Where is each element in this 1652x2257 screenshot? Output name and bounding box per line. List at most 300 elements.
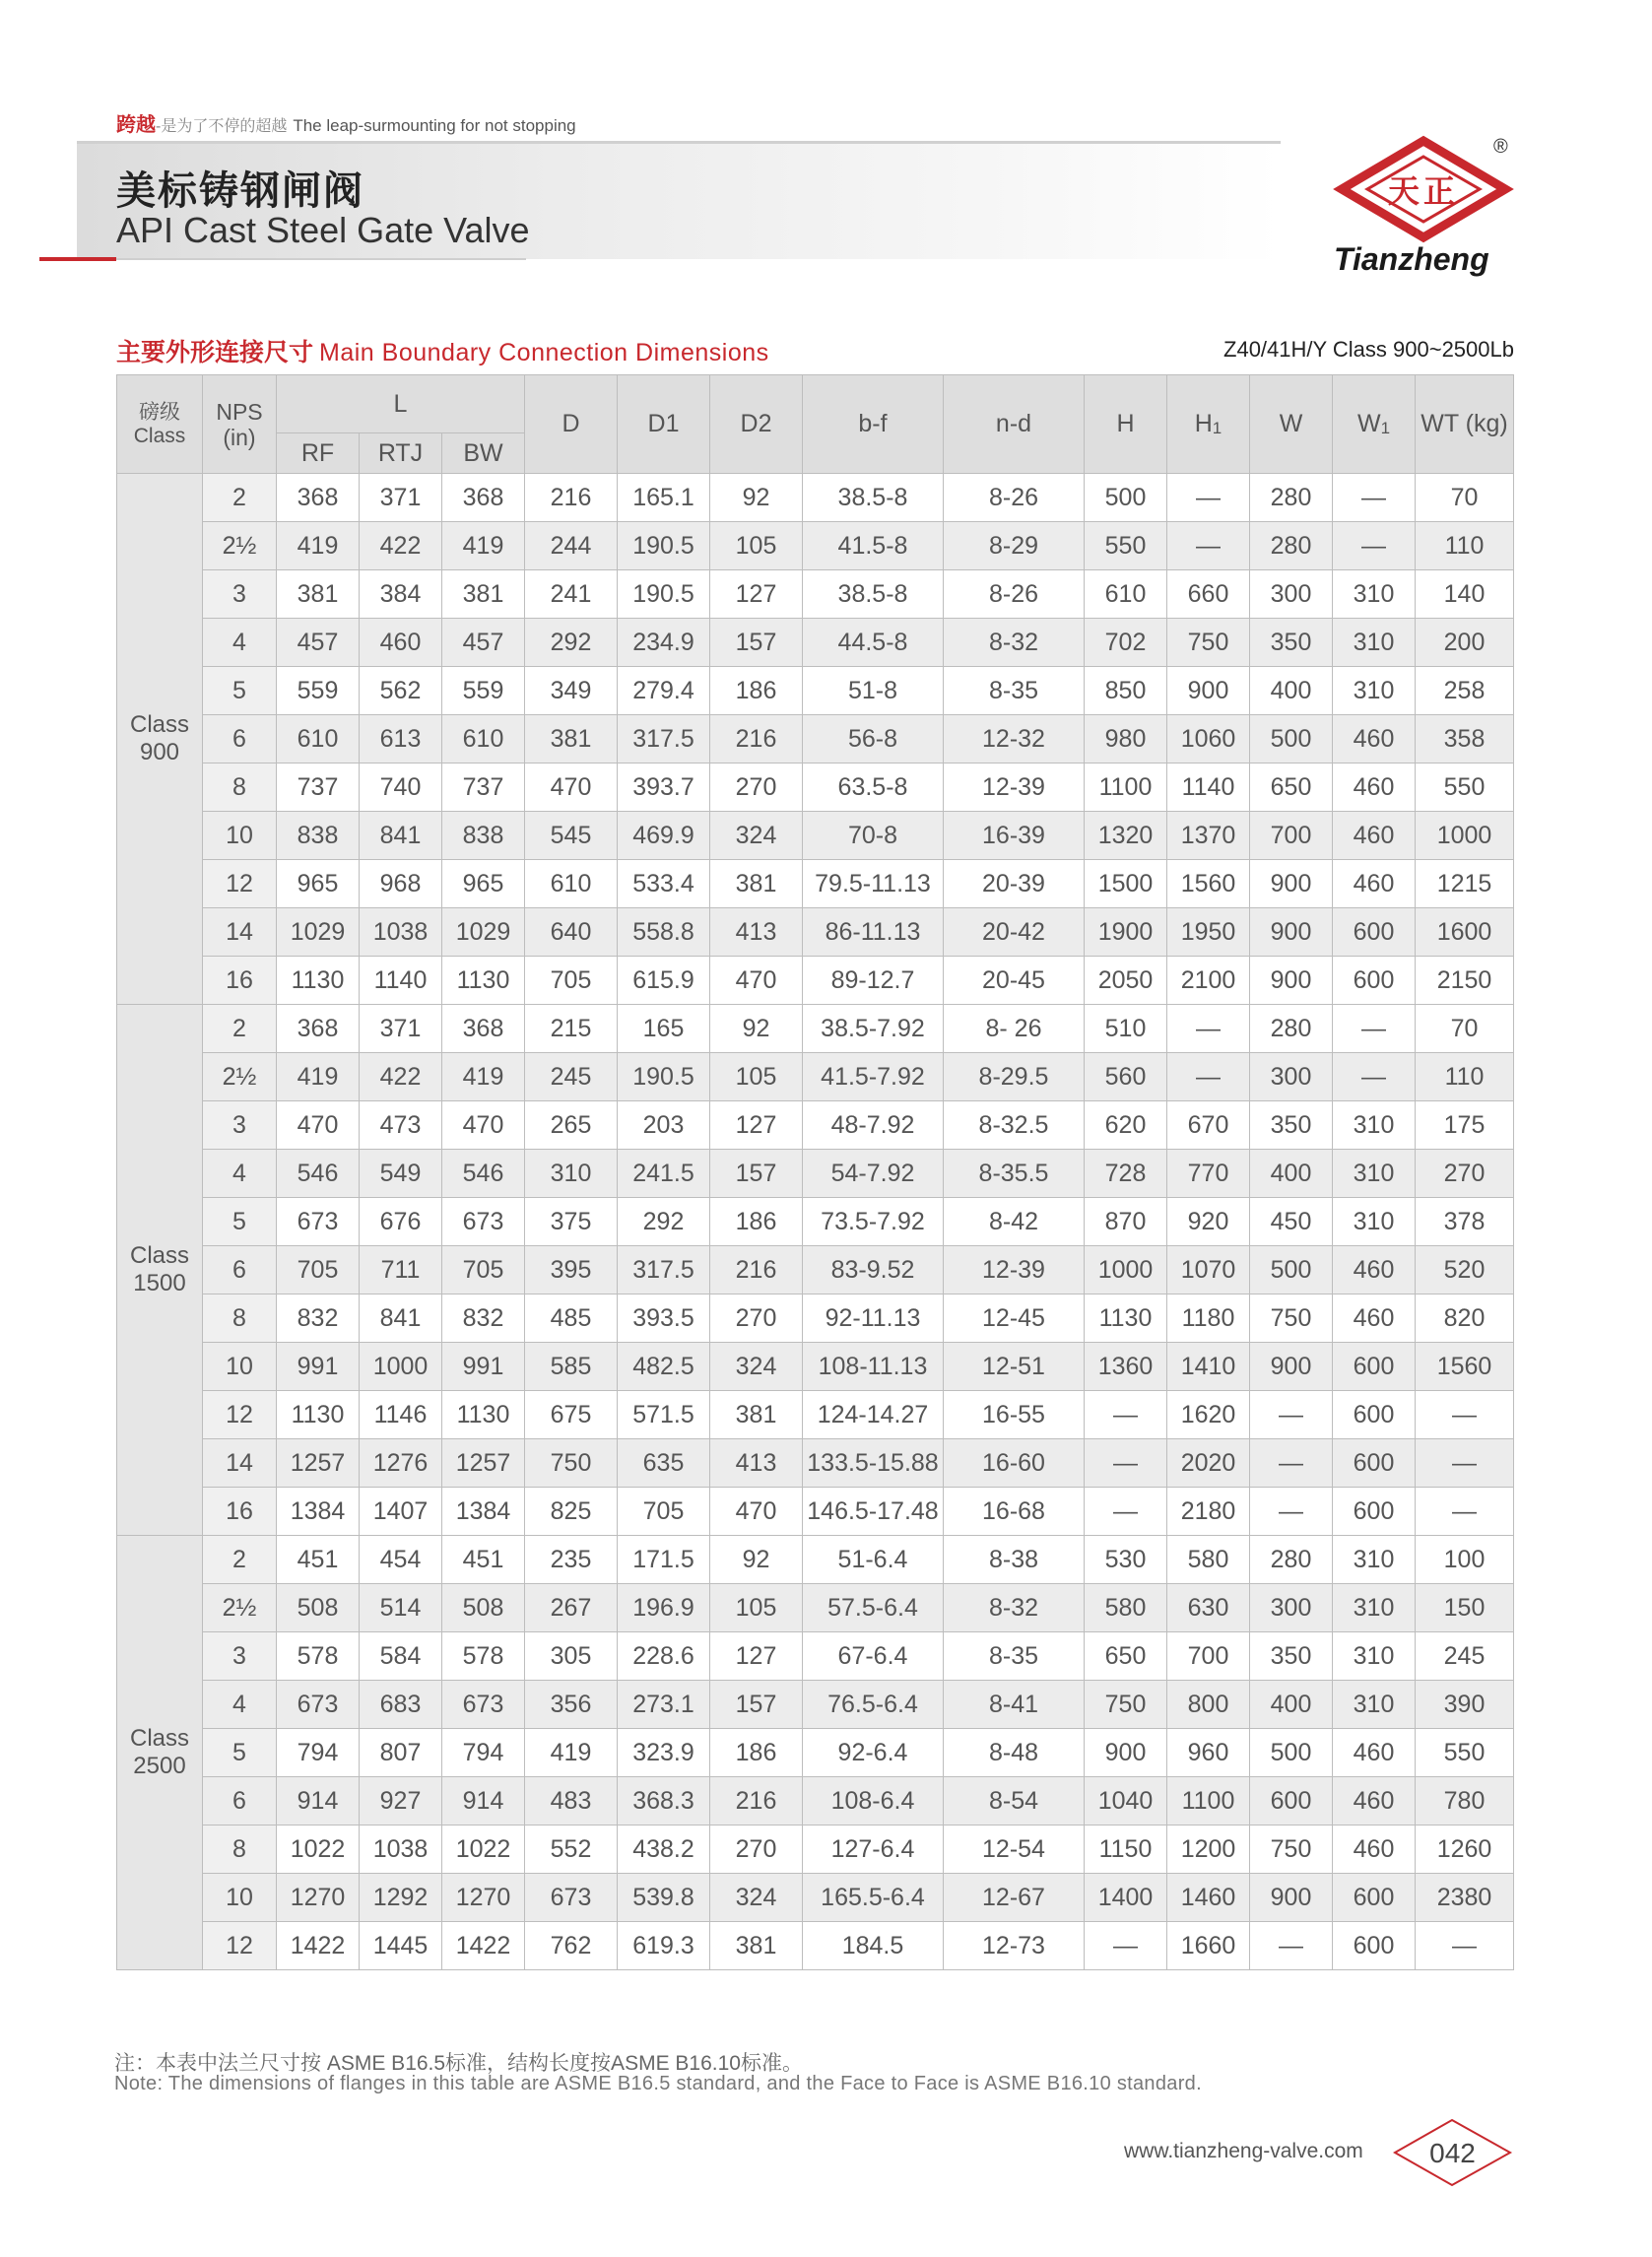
table-cell: —	[1250, 1922, 1333, 1970]
table-cell: 600	[1333, 1391, 1416, 1439]
nps-cell: 12	[203, 1922, 277, 1970]
table-cell: 1146	[360, 1391, 442, 1439]
table-cell: 57.5-6.4	[803, 1584, 944, 1632]
table-cell: 460	[1333, 1294, 1416, 1343]
table-cell: 419	[442, 522, 525, 570]
nps-cell: 6	[203, 1777, 277, 1826]
table-cell: 1500	[1085, 860, 1167, 908]
table-cell: 324	[710, 812, 803, 860]
table-cell: —	[1250, 1439, 1333, 1488]
table-cell: 578	[442, 1632, 525, 1681]
table-row	[117, 1488, 1514, 1536]
header-w1-sub: 1	[1380, 419, 1391, 437]
class-cell-line2: 900	[139, 739, 180, 765]
table-row	[117, 1294, 1514, 1343]
table-cell: 92	[710, 1536, 803, 1584]
note-en: Note: The dimensions of flanges in this table are ASME B16.5 standard, and the Face to Face is ASME B16.10 standard.	[114, 2073, 1202, 2094]
table-row	[117, 1826, 1514, 1874]
table-body	[117, 474, 1514, 1970]
section-title-cn: 主要外形连接尺寸	[116, 339, 314, 366]
table-cell: 728	[1085, 1150, 1167, 1198]
table-cell: 457	[442, 619, 525, 667]
table-cell: 750	[1085, 1681, 1167, 1729]
table-row	[117, 1777, 1514, 1826]
table-cell: 1900	[1085, 908, 1167, 957]
table-row	[117, 1343, 1514, 1391]
table-cell: 1150	[1085, 1826, 1167, 1874]
table-cell: 2020	[1167, 1439, 1250, 1488]
table-cell: 600	[1333, 1922, 1416, 1970]
table-cell: 381	[710, 860, 803, 908]
table-cell: 613	[360, 715, 442, 763]
table-row	[117, 1584, 1514, 1632]
table-cell: 991	[442, 1343, 525, 1391]
table-cell: 1270	[442, 1874, 525, 1922]
table-cell: 1100	[1167, 1777, 1250, 1826]
table-cell: 127	[710, 1632, 803, 1681]
table-cell: 100	[1416, 1536, 1514, 1584]
table-cell: 965	[277, 860, 360, 908]
table-row	[117, 763, 1514, 812]
table-cell: 300	[1250, 570, 1333, 619]
nps-cell: 10	[203, 1343, 277, 1391]
table-cell: 559	[277, 667, 360, 715]
table-cell: 832	[277, 1294, 360, 1343]
table-cell: 580	[1167, 1536, 1250, 1584]
table-cell: 8-54	[944, 1777, 1085, 1826]
table-cell: 127-6.4	[803, 1826, 944, 1874]
table-cell: 190.5	[618, 522, 710, 570]
table-cell: 470	[277, 1101, 360, 1150]
table-cell: —	[1416, 1439, 1514, 1488]
table-cell: 8-38	[944, 1536, 1085, 1584]
table-cell: 8-26	[944, 474, 1085, 522]
table-cell: 1660	[1167, 1922, 1250, 1970]
table-cell: 413	[710, 1439, 803, 1488]
table-cell: 310	[1333, 1198, 1416, 1246]
table-cell: 770	[1167, 1150, 1250, 1198]
nps-cell: 12	[203, 860, 277, 908]
table-cell: 375	[525, 1198, 618, 1246]
nps-cell: 2½	[203, 522, 277, 570]
table-cell: —	[1416, 1922, 1514, 1970]
slogan	[116, 108, 576, 137]
table-cell: 700	[1167, 1632, 1250, 1681]
header-rf: RF	[277, 433, 360, 474]
table-cell: 1038	[360, 908, 442, 957]
table-cell: 186	[710, 1729, 803, 1777]
table-cell: 610	[277, 715, 360, 763]
nps-cell: 16	[203, 957, 277, 1005]
table-cell: 419	[277, 1053, 360, 1101]
table-cell: 825	[525, 1488, 618, 1536]
table-cell: 610	[525, 860, 618, 908]
table-row	[117, 667, 1514, 715]
table-cell: 105	[710, 522, 803, 570]
table-cell: 110	[1416, 522, 1514, 570]
table-cell: 1022	[442, 1826, 525, 1874]
table-cell: 510	[1085, 1005, 1167, 1053]
header-class	[117, 375, 203, 474]
table-cell: 683	[360, 1681, 442, 1729]
nps-cell: 14	[203, 1439, 277, 1488]
header-wt: WT (kg)	[1416, 375, 1514, 474]
nps-cell: 6	[203, 1246, 277, 1294]
table-cell: 1060	[1167, 715, 1250, 763]
nps-cell: 8	[203, 1294, 277, 1343]
table-cell: 270	[1416, 1150, 1514, 1198]
header-h1-main: H	[1194, 410, 1213, 437]
table-cell: 460	[1333, 860, 1416, 908]
table-row	[117, 1439, 1514, 1488]
nps-cell: 12	[203, 1391, 277, 1439]
table-row	[117, 522, 1514, 570]
table-cell: 545	[525, 812, 618, 860]
table-cell: 165.1	[618, 474, 710, 522]
table-cell: 190.5	[618, 1053, 710, 1101]
table-cell: —	[1250, 1391, 1333, 1439]
table-cell: 292	[618, 1198, 710, 1246]
table-cell: 1180	[1167, 1294, 1250, 1343]
table-cell: 92-11.13	[803, 1294, 944, 1343]
table-cell: 533.4	[618, 860, 710, 908]
table-cell: 673	[442, 1681, 525, 1729]
header-h1	[1167, 375, 1250, 474]
table-cell: 473	[360, 1101, 442, 1150]
table-cell: 12-45	[944, 1294, 1085, 1343]
table-cell: 1560	[1167, 860, 1250, 908]
table-cell: 384	[360, 570, 442, 619]
table-cell: 457	[277, 619, 360, 667]
table-row	[117, 1632, 1514, 1681]
table-cell: 1130	[277, 957, 360, 1005]
table-cell: 38.5-8	[803, 570, 944, 619]
table-cell: 38.5-8	[803, 474, 944, 522]
table-cell: 500	[1085, 474, 1167, 522]
table-cell: 356	[525, 1681, 618, 1729]
table-cell: 41.5-8	[803, 522, 944, 570]
table-cell: —	[1333, 522, 1416, 570]
table-cell: 559	[442, 667, 525, 715]
table-row	[117, 1150, 1514, 1198]
table-cell: 273.1	[618, 1681, 710, 1729]
table-cell: 323.9	[618, 1729, 710, 1777]
table-cell: 381	[525, 715, 618, 763]
table-cell: 1029	[277, 908, 360, 957]
table-cell: —	[1416, 1488, 1514, 1536]
table-cell: 393.7	[618, 763, 710, 812]
table-cell: 451	[277, 1536, 360, 1584]
table-cell: 1038	[360, 1826, 442, 1874]
table-cell: 2100	[1167, 957, 1250, 1005]
slogan-en: The leap-surmounting for not stopping	[293, 116, 576, 135]
section-title-en: Main Boundary Connection Dimensions	[319, 339, 769, 366]
table-cell: 216	[710, 715, 803, 763]
table-cell: 650	[1085, 1632, 1167, 1681]
table-cell: 300	[1250, 1053, 1333, 1101]
table-cell: 482.5	[618, 1343, 710, 1391]
nps-cell: 8	[203, 763, 277, 812]
table-cell: 105	[710, 1584, 803, 1632]
table-cell: 571.5	[618, 1391, 710, 1439]
table-cell: 558.8	[618, 908, 710, 957]
table-cell: 108-11.13	[803, 1343, 944, 1391]
table-cell: 8-35	[944, 1632, 1085, 1681]
table-cell: 305	[525, 1632, 618, 1681]
table-cell: 127	[710, 1101, 803, 1150]
table-cell: 750	[1167, 619, 1250, 667]
table-cell: 500	[1250, 1729, 1333, 1777]
table-cell: 1100	[1085, 763, 1167, 812]
nps-cell: 6	[203, 715, 277, 763]
table-cell: 270	[710, 763, 803, 812]
table-cell: 12-39	[944, 1246, 1085, 1294]
nps-cell: 5	[203, 1198, 277, 1246]
table-cell: —	[1085, 1488, 1167, 1536]
table-cell: 349	[525, 667, 618, 715]
table-cell: 965	[442, 860, 525, 908]
nps-cell: 4	[203, 619, 277, 667]
table-cell: 820	[1416, 1294, 1514, 1343]
table-cell: 673	[442, 1198, 525, 1246]
table-cell: 1400	[1085, 1874, 1167, 1922]
table-cell: 200	[1416, 619, 1514, 667]
table-cell: 1320	[1085, 812, 1167, 860]
table-cell: 1422	[277, 1922, 360, 1970]
table-cell: 1022	[277, 1826, 360, 1874]
table-cell: 196.9	[618, 1584, 710, 1632]
header-d1: D1	[618, 375, 710, 474]
table-cell: 470	[525, 763, 618, 812]
table-cell: 8- 26	[944, 1005, 1085, 1053]
table-cell: 280	[1250, 474, 1333, 522]
website-url: www.tianzheng-valve.com	[1124, 2140, 1363, 2162]
table-cell: 546	[442, 1150, 525, 1198]
table-cell: 600	[1250, 1777, 1333, 1826]
table-cell: 580	[1085, 1584, 1167, 1632]
header-nd: n-d	[944, 375, 1085, 474]
table-cell: 51-6.4	[803, 1536, 944, 1584]
table-cell: 150	[1416, 1584, 1514, 1632]
table-cell: 241.5	[618, 1150, 710, 1198]
nps-cell: 4	[203, 1150, 277, 1198]
table-row	[117, 908, 1514, 957]
table-cell: 1130	[442, 1391, 525, 1439]
table-cell: 1560	[1416, 1343, 1514, 1391]
table-cell: 422	[360, 1053, 442, 1101]
table-cell: 12-32	[944, 715, 1085, 763]
class-cell-line1: Class	[129, 711, 189, 738]
table-cell: 310	[525, 1150, 618, 1198]
table-cell: 670	[1167, 1101, 1250, 1150]
page-title-en: API Cast Steel Gate Valve	[116, 210, 530, 250]
table-cell: 900	[1250, 957, 1333, 1005]
table-cell: 324	[710, 1343, 803, 1391]
page-title-cn: 美标铸钢闸阀	[116, 169, 364, 213]
table-cell: —	[1333, 1053, 1416, 1101]
title-accent-bar	[39, 257, 116, 261]
table-cell: 2180	[1167, 1488, 1250, 1536]
table-cell: 438.2	[618, 1826, 710, 1874]
table-cell: 324	[710, 1874, 803, 1922]
table-cell: 127	[710, 570, 803, 619]
table-cell: 265	[525, 1101, 618, 1150]
table-cell: 310	[1333, 667, 1416, 715]
table-cell: 552	[525, 1826, 618, 1874]
class-cell-line1: Class	[129, 1725, 189, 1752]
table-cell: 1000	[360, 1343, 442, 1391]
table-cell: 705	[442, 1246, 525, 1294]
table-row	[117, 1536, 1514, 1584]
table-cell: 675	[525, 1391, 618, 1439]
table-cell: 550	[1085, 522, 1167, 570]
table-cell: 585	[525, 1343, 618, 1391]
header-nps-label: NPS	[216, 398, 263, 425]
table-cell: 584	[360, 1632, 442, 1681]
table-cell: 400	[1250, 1681, 1333, 1729]
table-cell: 56-8	[803, 715, 944, 763]
table-cell: 16-39	[944, 812, 1085, 860]
header-bw: BW	[442, 433, 525, 474]
table-cell: 63.5-8	[803, 763, 944, 812]
table-cell: 900	[1250, 1343, 1333, 1391]
table-cell: 371	[360, 1005, 442, 1053]
registered-mark: ®	[1493, 136, 1508, 158]
table-cell: 460	[1333, 715, 1416, 763]
table-cell: 8-32	[944, 1584, 1085, 1632]
table-cell: 520	[1416, 1246, 1514, 1294]
table-cell: —	[1250, 1488, 1333, 1536]
table-cell: 244	[525, 522, 618, 570]
table-cell: 968	[360, 860, 442, 908]
table-row	[117, 1681, 1514, 1729]
table-cell: 676	[360, 1198, 442, 1246]
table-cell: 390	[1416, 1681, 1514, 1729]
table-row	[117, 860, 1514, 908]
nps-cell: 3	[203, 570, 277, 619]
table-cell: 171.5	[618, 1536, 710, 1584]
table-cell: 186	[710, 667, 803, 715]
table-cell: 368.3	[618, 1777, 710, 1826]
table-cell: 960	[1167, 1729, 1250, 1777]
table-cell: 1620	[1167, 1391, 1250, 1439]
table-cell: 20-42	[944, 908, 1085, 957]
table-cell: —	[1167, 522, 1250, 570]
table-cell: 368	[277, 474, 360, 522]
table-row	[117, 1101, 1514, 1150]
table-cell: 500	[1250, 1246, 1333, 1294]
class-cell	[117, 1536, 203, 1970]
table-cell: 70-8	[803, 812, 944, 860]
table-cell: 914	[442, 1777, 525, 1826]
table-cell: 310	[1333, 570, 1416, 619]
table-cell: 460	[1333, 1246, 1416, 1294]
table-cell: 157	[710, 1681, 803, 1729]
table-cell: 165	[618, 1005, 710, 1053]
table-cell: —	[1333, 474, 1416, 522]
table-cell: 530	[1085, 1536, 1167, 1584]
title-underline	[116, 258, 526, 260]
table-cell: 550	[1416, 1729, 1514, 1777]
table-cell: 1276	[360, 1439, 442, 1488]
table-cell: 650	[1250, 763, 1333, 812]
table-cell: 578	[277, 1632, 360, 1681]
table-cell: 451	[442, 1536, 525, 1584]
table-cell: —	[1167, 474, 1250, 522]
table-cell: 705	[618, 1488, 710, 1536]
table-row	[117, 1053, 1514, 1101]
table-cell: 900	[1085, 1729, 1167, 1777]
table-cell: 1257	[442, 1439, 525, 1488]
table-cell: 92	[710, 474, 803, 522]
table-cell: 8-29.5	[944, 1053, 1085, 1101]
table-cell: 470	[710, 1488, 803, 1536]
table-cell: 12-67	[944, 1874, 1085, 1922]
table-cell: 1140	[360, 957, 442, 1005]
table-row	[117, 1922, 1514, 1970]
table-cell: 184.5	[803, 1922, 944, 1970]
table-cell: 371	[360, 474, 442, 522]
table-cell: 317.5	[618, 715, 710, 763]
class-cell-line2: 1500	[133, 1270, 186, 1296]
table-cell: 920	[1167, 1198, 1250, 1246]
table-cell: 991	[277, 1343, 360, 1391]
table-cell: 146.5-17.48	[803, 1488, 944, 1536]
table-row	[117, 812, 1514, 860]
table-cell: 750	[525, 1439, 618, 1488]
table-cell: 620	[1085, 1101, 1167, 1150]
table-cell: 76.5-6.4	[803, 1681, 944, 1729]
nps-cell: 3	[203, 1632, 277, 1681]
header-w: W	[1250, 375, 1333, 474]
table-cell: —	[1167, 1005, 1250, 1053]
table-cell: 454	[360, 1536, 442, 1584]
nps-cell: 10	[203, 1874, 277, 1922]
note-cn: 注：本表中法兰尺寸按 ASME B16.5标准，结构长度按ASME B16.10标准。	[114, 2052, 803, 2075]
table-cell: 108-6.4	[803, 1777, 944, 1826]
table-cell: 1370	[1167, 812, 1250, 860]
table-cell: 175	[1416, 1101, 1514, 1150]
nps-cell: 5	[203, 1729, 277, 1777]
table-cell: 368	[442, 1005, 525, 1053]
class-cell-line1: Class	[129, 1242, 189, 1269]
table-cell: 381	[442, 570, 525, 619]
table-cell: 157	[710, 1150, 803, 1198]
table-cell: 600	[1333, 957, 1416, 1005]
table-cell: 133.5-15.88	[803, 1439, 944, 1488]
table-cell: 216	[710, 1246, 803, 1294]
table-cell: 737	[442, 763, 525, 812]
table-cell: 280	[1250, 522, 1333, 570]
table-cell: 216	[525, 474, 618, 522]
table-cell: 514	[360, 1584, 442, 1632]
table-cell: 413	[710, 908, 803, 957]
table-cell: 1140	[1167, 763, 1250, 812]
slogan-highlight: 跨越	[116, 114, 156, 136]
table-cell: 400	[1250, 1150, 1333, 1198]
table-cell: 460	[1333, 763, 1416, 812]
table-cell: 900	[1250, 908, 1333, 957]
table-cell: 51-8	[803, 667, 944, 715]
header-nps	[203, 375, 277, 474]
table-cell: 235	[525, 1536, 618, 1584]
table-cell: 1000	[1085, 1246, 1167, 1294]
table-cell: —	[1085, 1391, 1167, 1439]
table-cell: 1070	[1167, 1246, 1250, 1294]
table-cell: 258	[1416, 667, 1514, 715]
table-row	[117, 619, 1514, 667]
table-cell: 1445	[360, 1922, 442, 1970]
